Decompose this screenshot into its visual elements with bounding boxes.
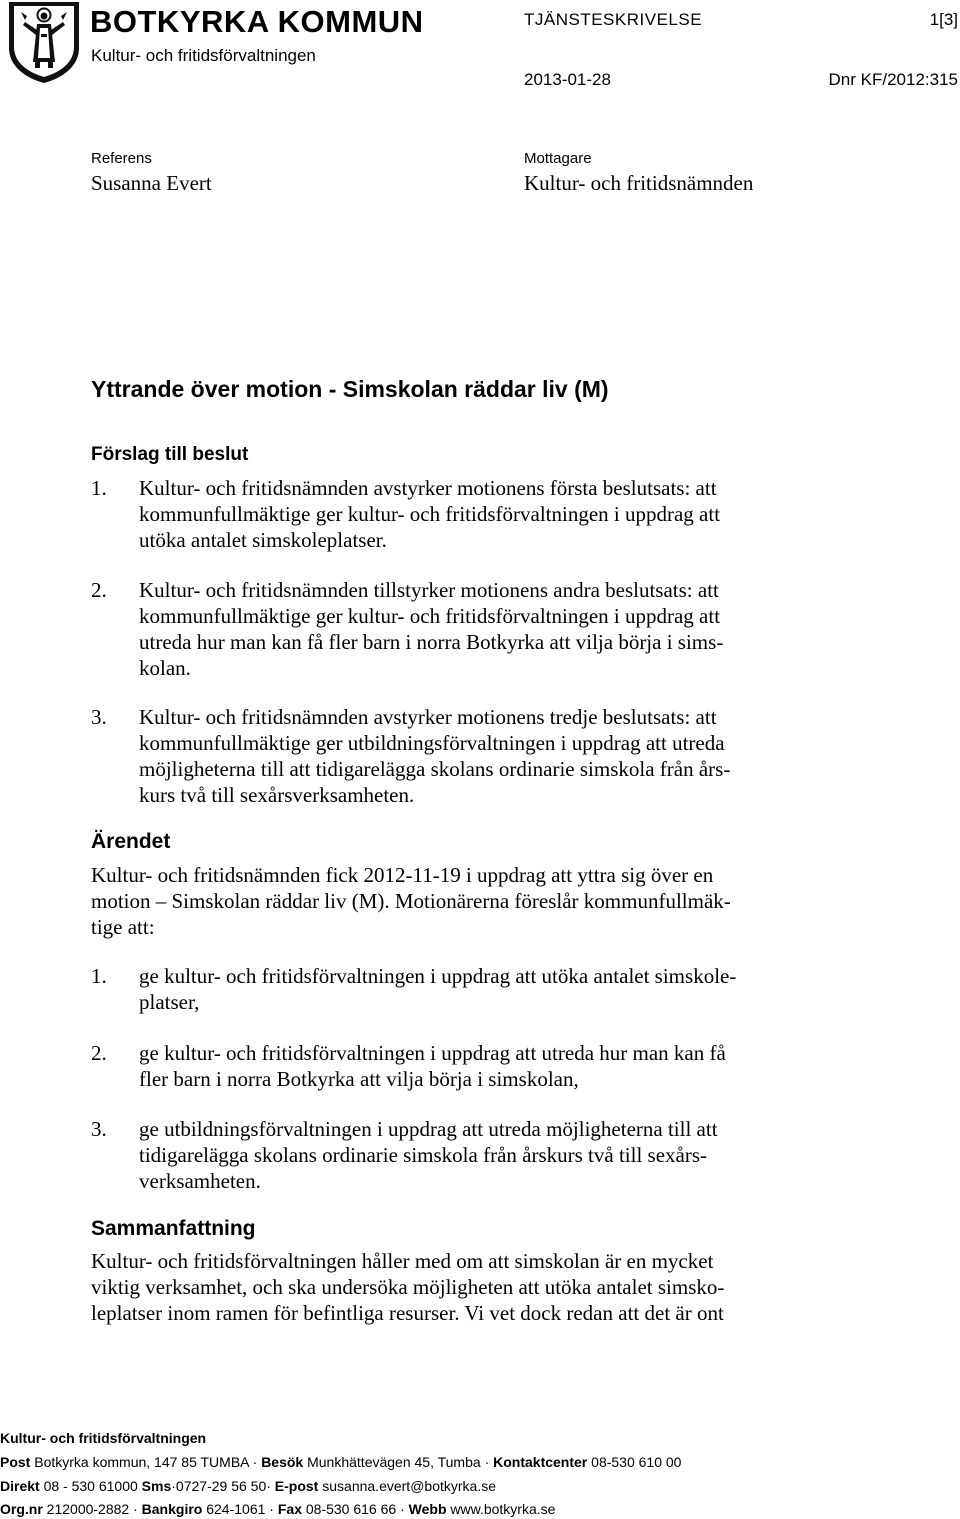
text-line: kurs två till sexårsverksamheten. — [139, 783, 415, 807]
fax-label: Fax — [277, 1501, 302, 1517]
matter-item-1 — [139, 963, 859, 1015]
matter-item-2 — [139, 1040, 859, 1092]
page-number: 1[3] — [929, 10, 958, 29]
text-line: motion – Simskolan räddar liv (M). Motionärerna föreslår kommunfullmäk- — [91, 889, 731, 913]
org-number-value: 212000-2882 — [46, 1501, 130, 1517]
registration-number: Dnr KF/2012:315 — [828, 70, 958, 89]
footer-line-3 — [0, 1501, 555, 1517]
matter-intro — [91, 862, 831, 940]
text-line: Kultur- och fritidsnämnden avstyrker motionens första beslutsats: att — [139, 476, 717, 500]
matter-item-number: 1. — [91, 964, 107, 988]
text-line: kommunfullmäktige ger kultur- och fritidsförvaltningen i uppdrag att — [139, 502, 721, 526]
email-label: E-post — [274, 1478, 319, 1494]
reference-value: Susanna Evert — [91, 171, 212, 195]
department-name: Kultur- och fritidsförvaltningen — [91, 46, 316, 65]
text-line: fler barn i norra Botkyrka att vilja börja i simskolan, — [139, 1067, 579, 1091]
direct-value: 08 - 530 61000 — [43, 1478, 138, 1494]
summary-heading: Sammanfattning — [91, 1217, 256, 1240]
post-value: Botkyrka kommun, 147 85 TUMBA — [34, 1454, 249, 1470]
text-line: tige att: — [91, 915, 155, 939]
text-line: ge kultur- och fritidsförvaltningen i uppdrag att utöka antalet simskole- — [139, 964, 737, 988]
org-name: BOTKYRKA KOMMUN — [90, 4, 424, 39]
matter-heading: Ärendet — [91, 830, 171, 853]
document-date: 2013-01-28 — [524, 70, 611, 89]
separator: · — [484, 1454, 490, 1470]
sms-value: 0727-29 56 50 — [175, 1478, 267, 1494]
contact-value: 08-530 610 00 — [591, 1454, 682, 1470]
separator: · — [400, 1501, 405, 1517]
visit-label: Besök — [261, 1454, 304, 1470]
municipality-coat-of-arms-icon — [5, 0, 83, 84]
sms-label: Sms — [141, 1478, 172, 1494]
matter-item-3 — [139, 1116, 859, 1194]
fax-value: 08-530 616 66 — [305, 1501, 397, 1517]
footer-department: Kultur- och fritidsförvaltningen — [0, 1430, 207, 1446]
text-line: viktig verksamhet, och ska undersöka möjligheten att utöka antalet simsko- — [91, 1275, 725, 1299]
separator: · — [171, 1478, 176, 1494]
text-line: verksamheten. — [139, 1169, 261, 1193]
text-line: kommunfullmäktige ger kultur- och fritidsförvaltningen i uppdrag att — [139, 604, 721, 628]
separator: · — [269, 1501, 274, 1517]
text-line: ge utbildningsförvaltningen i uppdrag att utreda möjligheterna till att — [139, 1117, 718, 1141]
text-line: kommunfullmäktige ger utbildningsförvaltningen i uppdrag att utreda — [139, 731, 725, 755]
matter-item-number: 2. — [91, 1041, 107, 1065]
separator: · — [252, 1454, 258, 1470]
contact-label: Kontaktcenter — [493, 1454, 588, 1470]
org-number-label: Org.nr — [0, 1501, 43, 1517]
footer-line-2 — [0, 1478, 496, 1494]
text-line: platser, — [139, 990, 200, 1014]
text-line: ge kultur- och fritidsförvaltningen i uppdrag att utreda hur man kan få — [139, 1041, 726, 1065]
document-title: Yttrande över motion - Simskolan räddar liv (M) — [91, 376, 609, 402]
text-line: möjligheterna till att tidigarelägga skolans ordinarie simskola från års- — [139, 757, 731, 781]
text-line: utreda hur man kan få fler barn i norra Botkyrka att vilja börja i sims- — [139, 630, 724, 654]
separator: · — [266, 1478, 271, 1494]
text-line: utöka antalet simskoleplatser. — [139, 528, 387, 552]
text-line: Kultur- och fritidsnämnden tillstyrker motionens andra beslutsats: att — [139, 578, 719, 602]
text-line: Kultur- och fritidsförvaltningen håller med om att simskolan är en mycket — [91, 1249, 714, 1273]
text-line: Kultur- och fritidsnämnden avstyrker motionens tredje beslutsats: att — [139, 705, 717, 729]
summary-text — [91, 1248, 831, 1326]
web-label: Webb — [408, 1501, 447, 1517]
proposal-item-number: 3. — [91, 705, 107, 729]
direct-label: Direkt — [0, 1478, 40, 1494]
text-line: Kultur- och fritidsnämnden fick 2012-11-19 i uppdrag att yttra sig över en — [91, 863, 714, 887]
recipient-value: Kultur- och fritidsnämnden — [524, 171, 754, 195]
web-value: www.botkyrka.se — [450, 1501, 556, 1517]
proposal-item-2 — [139, 577, 859, 681]
matter-item-number: 3. — [91, 1117, 107, 1141]
email-value: susanna.evert@botkyrka.se — [322, 1478, 496, 1494]
proposal-item-number: 1. — [91, 476, 107, 500]
text-line: kolan. — [139, 656, 191, 680]
text-line: tidigarelägga skolans ordinarie simskola från årskurs två till sexårs- — [139, 1143, 708, 1167]
document-type: TJÄNSTESKRIVELSE — [524, 10, 703, 29]
text-line: leplatser inom ramen för befintliga resurser. Vi vet dock redan att det är ont — [91, 1301, 724, 1325]
bankgiro-value: 624-1061 — [206, 1501, 266, 1517]
bankgiro-label: Bankgiro — [141, 1501, 203, 1517]
proposal-heading: Förslag till beslut — [91, 444, 249, 465]
footer-line-1 — [0, 1454, 681, 1470]
proposal-item-3 — [139, 704, 859, 808]
visit-value: Munkhättevägen 45, Tumba — [307, 1454, 481, 1470]
proposal-item-number: 2. — [91, 578, 107, 602]
separator: · — [133, 1501, 138, 1517]
reference-label: Referens — [91, 150, 152, 167]
post-label: Post — [0, 1454, 31, 1470]
recipient-label: Mottagare — [524, 150, 592, 167]
proposal-item-1 — [139, 475, 859, 553]
